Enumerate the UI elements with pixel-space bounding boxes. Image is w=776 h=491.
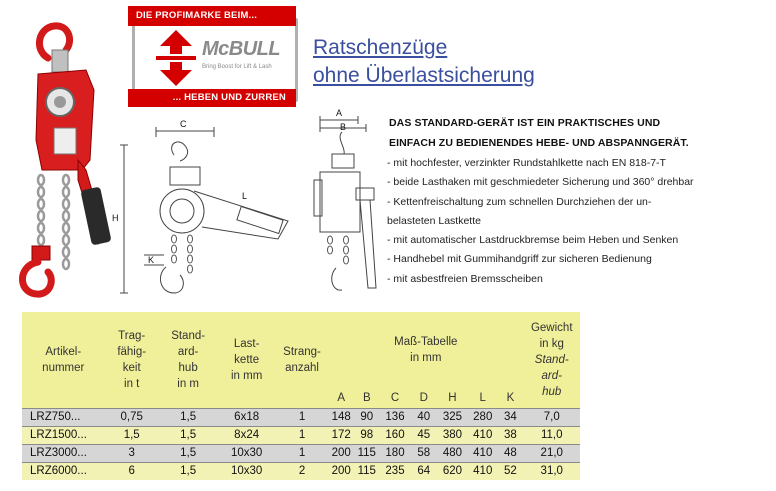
- cell-d: 58: [411, 445, 437, 463]
- header-lastkette: Last- kette in mm: [217, 312, 276, 409]
- table-row: [22, 445, 580, 463]
- dim-label-c: C: [180, 119, 187, 129]
- cell-h: 480: [437, 445, 468, 463]
- cell-k: 52: [497, 463, 523, 481]
- cell-h: 620: [437, 463, 468, 481]
- dim-label-k: K: [148, 255, 155, 265]
- cell-artikel: LRZ750...: [22, 409, 105, 427]
- cell-k: 34: [497, 409, 523, 427]
- header-mass-tabelle: Maß-Tabelle in mm: [328, 312, 523, 388]
- dim-label-b: B: [340, 122, 347, 132]
- cell-b: 115: [354, 445, 379, 463]
- brand-logo: [128, 6, 300, 106]
- cell-d: 45: [411, 427, 437, 445]
- cell-gewicht: 11,0: [523, 427, 580, 445]
- cell-gewicht: 7,0: [523, 409, 580, 427]
- title-line-2: ohne Überlastsicherung: [313, 64, 535, 87]
- feature-item: - beide Lasthaken mit geschmiedeter Sicherung und 360° drehbar: [387, 176, 694, 189]
- cell-b: 98: [354, 427, 379, 445]
- logo-brand-name: McBULL: [202, 38, 281, 60]
- cell-gewicht: 21,0: [523, 445, 580, 463]
- header-col-l: L: [468, 388, 497, 409]
- feature-item: belasteten Lastkette: [387, 214, 481, 227]
- cell-standardhub: 1,5: [159, 427, 218, 445]
- cell-standardhub: 1,5: [159, 445, 218, 463]
- cell-tragfaehigkeit: 0,75: [105, 409, 159, 427]
- cell-c: 136: [379, 409, 410, 427]
- cell-l: 280: [468, 409, 497, 427]
- cell-stranganzahl: 2: [276, 463, 328, 481]
- header-col-k: K: [497, 388, 523, 409]
- cell-l: 410: [468, 445, 497, 463]
- header-stranganzahl: Strang- anzahl: [276, 312, 328, 409]
- cell-a: 148: [328, 409, 354, 427]
- logo-bottom-text: ... HEBEN UND ZURREN: [128, 89, 296, 107]
- header-gewicht: Gewicht in kg Stand- ard- hub: [523, 312, 580, 409]
- logo-top-text: DIE PROFIMARKE BEIM...: [128, 6, 296, 26]
- feature-item: - mit hochfester, verzinkter Rundstahlkette nach EN 818-7-T: [387, 157, 666, 169]
- header-col-h: H: [437, 388, 468, 409]
- technical-drawing-front: [306, 108, 386, 304]
- cell-lastkette: 10x30: [217, 463, 276, 481]
- cell-l: 410: [468, 427, 497, 445]
- dim-label-l: L: [242, 191, 248, 201]
- cell-tragfaehigkeit: 6: [105, 463, 159, 481]
- logo-arrows-icon: [156, 30, 196, 86]
- header-col-a: A: [328, 388, 354, 409]
- cell-lastkette: 8x24: [217, 427, 276, 445]
- header-col-b: B: [354, 388, 379, 409]
- intro-text: [389, 113, 689, 153]
- cell-stranganzahl: 1: [276, 409, 328, 427]
- feature-list: [387, 154, 694, 289]
- cell-tragfaehigkeit: 1,5: [105, 427, 159, 445]
- cell-tragfaehigkeit: 3: [105, 445, 159, 463]
- cell-c: 235: [379, 463, 410, 481]
- cell-gewicht: 31,0: [523, 463, 580, 481]
- cell-l: 410: [468, 463, 497, 481]
- cell-a: 200: [328, 463, 354, 481]
- title-line-1: Ratschenzüge: [313, 36, 448, 59]
- cell-artikel: LRZ3000...: [22, 445, 105, 463]
- logo-slogan: Bring Boost for Lift & Lash: [202, 64, 272, 70]
- table-row: [22, 427, 580, 445]
- header-tragfaehigkeit: Trag- fähig- keit in t: [105, 312, 159, 409]
- cell-c: 160: [379, 427, 410, 445]
- cell-k: 38: [497, 427, 523, 445]
- cell-artikel: LRZ1500...: [22, 427, 105, 445]
- cell-h: 380: [437, 427, 468, 445]
- feature-item: - Handhebel mit Gummihandgriff zur sicheren Bedienung: [387, 253, 652, 266]
- intro-line-2: EINFACH ZU BEDIENENDES HEBE- UND ABSPANNGERÄT.: [389, 137, 689, 149]
- header-col-c: C: [379, 388, 410, 409]
- dim-label-a: A: [336, 108, 343, 118]
- page-title: [313, 34, 535, 90]
- cell-b: 115: [354, 463, 379, 481]
- product-photo: [8, 10, 123, 300]
- cell-lastkette: 10x30: [217, 445, 276, 463]
- header-col-d: D: [411, 388, 437, 409]
- feature-item: - mit asbestfreien Bremsscheiben: [387, 272, 543, 285]
- cell-b: 90: [354, 409, 379, 427]
- spec-table: [22, 312, 580, 480]
- cell-lastkette: 6x18: [217, 409, 276, 427]
- cell-artikel: LRZ6000...: [22, 463, 105, 481]
- cell-standardhub: 1,5: [159, 463, 218, 481]
- cell-d: 40: [411, 409, 437, 427]
- cell-a: 172: [328, 427, 354, 445]
- cell-standardhub: 1,5: [159, 409, 218, 427]
- header-standardhub: Stand- ard- hub in m: [159, 312, 218, 409]
- technical-drawing-side: [110, 115, 302, 305]
- cell-a: 200: [328, 445, 354, 463]
- cell-d: 64: [411, 463, 437, 481]
- dim-label-h: H: [112, 213, 119, 223]
- cell-k: 48: [497, 445, 523, 463]
- cell-c: 180: [379, 445, 410, 463]
- cell-h: 325: [437, 409, 468, 427]
- cell-stranganzahl: 1: [276, 445, 328, 463]
- feature-item: - Kettenfreischaltung zum schnellen Durchziehen der un-: [387, 195, 652, 208]
- table-row: [22, 463, 580, 481]
- intro-line-1: DAS STANDARD-GERÄT IST EIN PRAKTISCHES UND: [389, 117, 661, 129]
- header-artikel: Artikel- nummer: [22, 312, 105, 409]
- feature-item: - mit automatischer Lastdruckbremse beim Heben und Senken: [387, 234, 679, 247]
- cell-stranganzahl: 1: [276, 427, 328, 445]
- table-row: [22, 409, 580, 427]
